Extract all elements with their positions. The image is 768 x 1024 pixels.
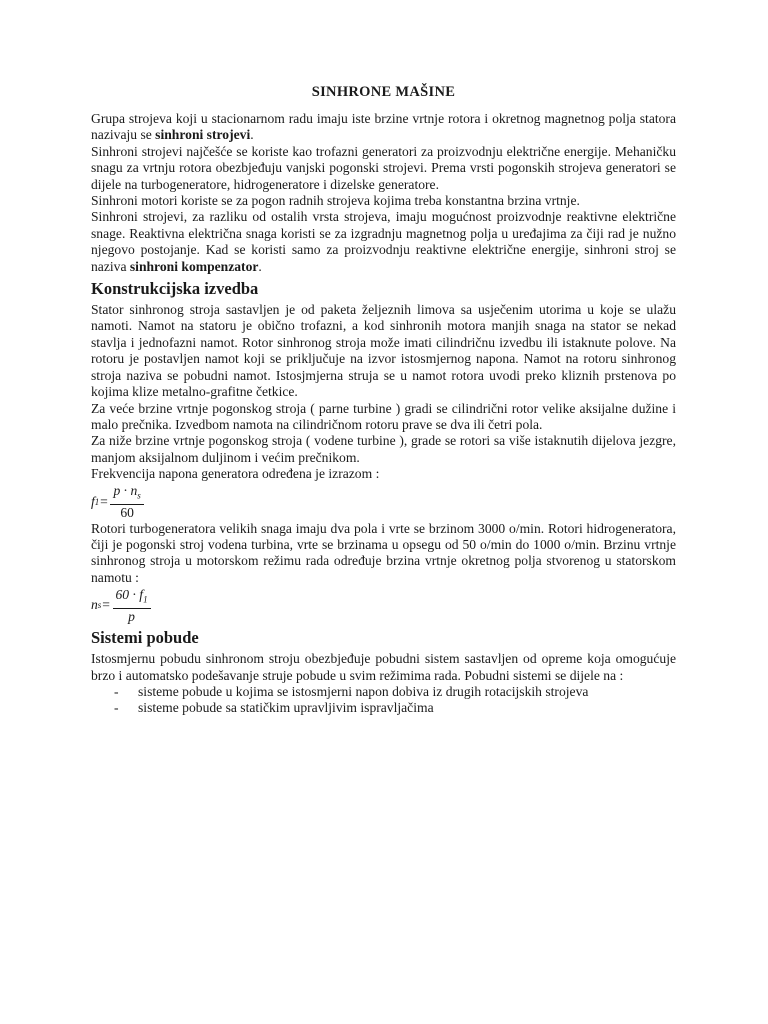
- formula-speed: [91, 586, 676, 624]
- intro-text-end: .: [258, 258, 262, 274]
- fraction-numerator: $p \cdot n_s$: [110, 483, 143, 505]
- fraction-denominator: 60: [120, 504, 134, 520]
- intro-text: Sinhroni strojevi, za razliku od ostalih vrsta strojeva, imaju mogućnost proizvodnje reaktivne električne snage. Reaktivna električna snaga koristi se za izgradnju magnetnog polja u uređajima za čiji rad je nužno njegovo postojanje. Kad se koristi samo za proizvodnju reaktivne električne energije, sinhroni stroj se naziva: [91, 209, 676, 274]
- term-sinhroni-strojevi: sinhroni strojevi: [155, 127, 251, 143]
- intro-paragraph-2: Sinhroni strojevi najčešće se koriste kao trofazni generatori za proizvodnju električne energije. Mehaničku snagu za vrtnju rotora obezbjeđuju vanjski pogonski strojevi. Prema vrsti pogonskih strojeva generatori se dijele na turbogeneratore, hidrogeneratore i dizelske generatore.: [91, 143, 676, 192]
- formula-frequency: [91, 483, 676, 521]
- list-item-text: sisteme pobude sa statičkim upravljivim ispravljačima: [138, 700, 434, 716]
- list-dash: -: [114, 700, 119, 716]
- term-sinhroni-kompenzator: sinhroni kompenzator: [129, 258, 259, 274]
- list-item: [91, 700, 676, 716]
- section1-paragraph-5: Rotori turbogeneratora velikih snaga imaju dva pola i vrte se brzinom 3000 o/min. Rotori hidrogeneratora, čiji je pogonski stroj vodena turbina, vrte se brzinama u opsegu od 50 o/min do 1000 o/min. Brzinu vrtnje sinhronog stroja u motorskom režimu rada određuje brzina vrtnje okretnog polja stvorenog u statorskom namotu :: [91, 520, 676, 585]
- section-heading-konstrukcijska-izvedba: Konstrukcijska izvedba: [91, 279, 259, 299]
- section1-paragraph-3: Za niže brzine vrtnje pogonskog stroja ( vodene turbine ), grade se rotori sa više istaknutih dijelova jezgre, manjom aksijalnom duljinom i većim prečnikom.: [91, 433, 676, 465]
- section1-paragraph-2: Za veće brzine vrtnje pogonskog stroja ( parne turbine ) gradi se cilindrični rotor velike aksijalne dužine i malo prečnika. Izvedbom namota na cilindričnom rotoru prave se dva ili četri pola.: [91, 400, 676, 432]
- list-item-text: sisteme pobude u kojima se istosmjerni napon dobiva iz drugih rotacijskih strojeva: [138, 683, 589, 699]
- intro-paragraph-3: Sinhroni motori koriste se za pogon radnih strojeva kojima treba konstantna brzina vrtnje.: [91, 193, 580, 209]
- formula-lhs: f: [91, 493, 95, 509]
- formula-fraction: [113, 587, 151, 624]
- intro-text: Grupa strojeva koji u stacionarnom radu imaju iste brzine vrtnje rotora i okretnog magnetnog polja statora nazivaju se: [91, 111, 676, 143]
- list-item: [91, 684, 676, 700]
- section1-paragraph-4: Frekvencija napona generatora određena je izrazom :: [91, 466, 380, 482]
- formula-lhs-subscript: s: [97, 600, 102, 611]
- formula-lhs: n: [91, 597, 98, 613]
- bullet-list: [91, 684, 676, 717]
- section-heading-sistemi-pobude: Sistemi pobude: [91, 628, 199, 648]
- page-title: SINHRONE MAŠINE: [311, 84, 456, 100]
- list-dash: -: [114, 683, 119, 699]
- fraction-denominator: p: [128, 608, 135, 624]
- section2-paragraph-1: Istosmjernu pobudu sinhronom stroju obezbjeđuje pobudni sistem sastavljen od opreme koja omogućuje brzo i automatsko podešavanje struje pobude u svim režimima rada. Pobudni sistemi se dijele na :: [91, 651, 676, 683]
- section1-paragraph-1: Stator sinhronog stroja sastavljen je od paketa željeznih limova sa usječenim utorima u koje se ulažu namoti. Namot na statoru je obično trofazni, a kod sinhronih motora manjih snaga na stator se nekad stavlja i jednofazni namot. Rotor sinhronog stroja može imati cilindričnu izvedbu ili istaknute polove. Na rotoru je postavljen namot koji se priključuje na izvor istosmjernog napona. Namot na rotoru sinhronog stroja naziva se pobudni namot. Istosjmjerna struja se u namot rotora uvodi preko kliznih prstenova po kojima klize metalno-grafitne četkice.: [91, 302, 676, 400]
- intro-paragraph-4: [91, 209, 676, 275]
- formula-equals: =: [101, 597, 111, 613]
- formula-fraction: [110, 483, 143, 520]
- intro-paragraph-1: [91, 111, 676, 144]
- formula-lhs-subscript: 1: [94, 496, 100, 507]
- fraction-numerator: $60 \cdot f_1$: [113, 587, 151, 609]
- formula-equals: =: [99, 493, 109, 509]
- intro-text-end: .: [250, 127, 254, 143]
